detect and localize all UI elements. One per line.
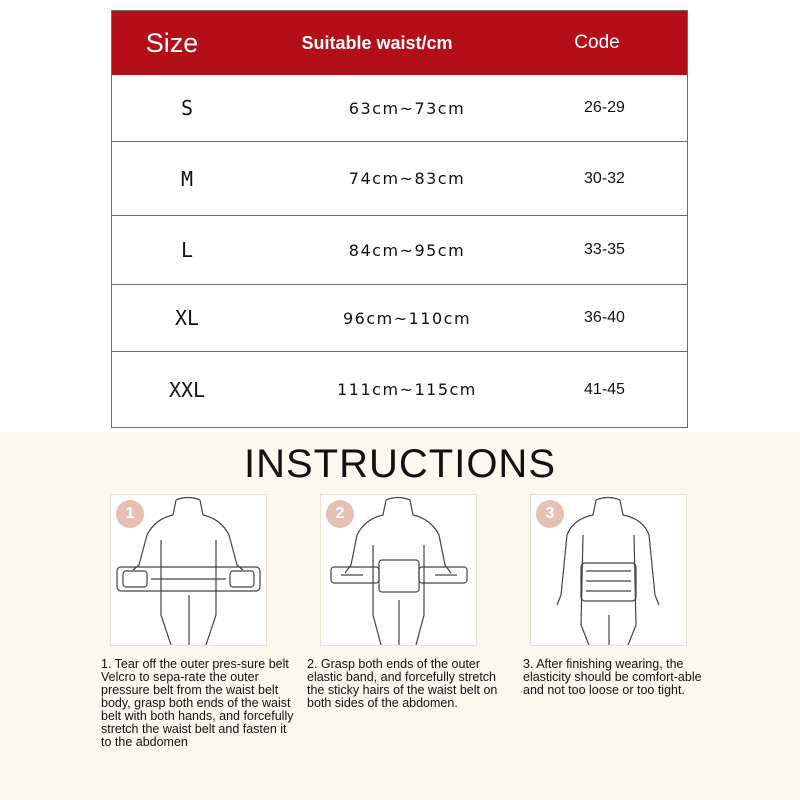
waist-cell: 96cm~110cm <box>342 308 472 328</box>
step-3-text: 3. After finishing wearing, the elasticity should be comfort-able and not too loose or too tight. <box>523 657 702 697</box>
size-cell: L <box>180 238 194 262</box>
table-row <box>112 75 687 142</box>
step-1-illustration <box>110 494 267 646</box>
step-3-badge: 3 <box>536 500 564 528</box>
waist-cell: 84cm~95cm <box>348 240 466 260</box>
waist-cell: 74cm~83cm <box>348 169 466 188</box>
table-row <box>112 285 687 352</box>
header-waist: Suitable waist/cm <box>301 33 453 53</box>
code-cell: 26-29 <box>584 99 625 116</box>
size-cell: XL <box>174 306 200 330</box>
instructions-section <box>0 432 800 800</box>
table-row <box>112 216 687 285</box>
size-chart-table <box>111 10 688 428</box>
step-1-text: 1. Tear off the outer pres-sure belt Velcro to sepa-rate the outer pressure belt from the waist belt body, grasp both ends of the waist belt with both hands, and forcefully stretch the waist belt and fasten it to the abdomen <box>101 657 294 749</box>
size-cell: XXL <box>168 377 206 402</box>
code-cell: 41-45 <box>584 380 625 398</box>
code-cell: 30-32 <box>584 169 625 187</box>
code-cell: 33-35 <box>584 241 625 258</box>
step-2-illustration <box>320 494 477 646</box>
size-cell: S <box>180 96 194 120</box>
table-row <box>112 352 687 427</box>
step-2-badge: 2 <box>326 500 354 528</box>
size-cell: M <box>180 166 194 191</box>
header-size: Size <box>145 28 199 58</box>
step-3-illustration <box>530 494 687 646</box>
instructions-title: INSTRUCTIONS <box>244 442 556 486</box>
table-row <box>112 142 687 216</box>
header-code: Code <box>574 32 620 53</box>
waist-cell: 63cm~73cm <box>348 98 466 118</box>
waist-cell: 111cm~115cm <box>337 380 477 399</box>
code-cell: 36-40 <box>584 309 625 326</box>
table-header <box>112 11 687 75</box>
step-1-badge: 1 <box>116 500 144 528</box>
step-2-text: 2. Grasp both ends of the outer elastic band, and forcefully stretch the sticky hairs of the waist belt on both sides of the abdomen. <box>307 657 498 710</box>
